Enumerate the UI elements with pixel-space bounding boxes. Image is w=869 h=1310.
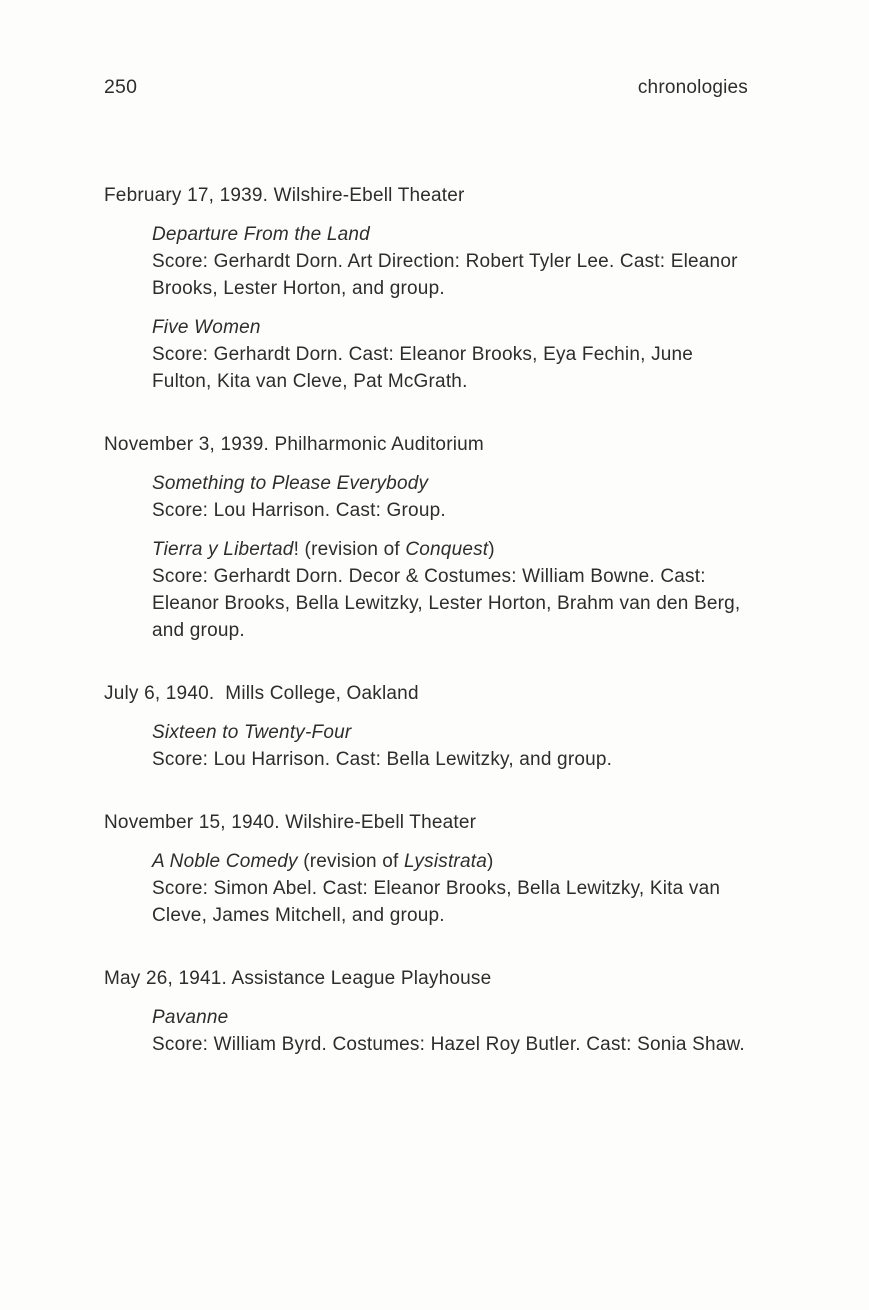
work-title-segment: ) <box>486 851 494 872</box>
work-title-segment: (revision of <box>297 851 404 872</box>
work-title <box>152 536 748 563</box>
work-item <box>152 848 748 929</box>
work-item <box>152 1004 748 1058</box>
entry-date-heading: February 17, 1939. Wilshire-Ebell Theater <box>104 185 465 206</box>
work-details: Score: Simon Abel. Cast: Eleanor Brooks, Bella Lewitzky, Kita van Cleve, James Mitchell, and group. <box>152 878 721 926</box>
entry-date-heading: November 3, 1939. Philharmonic Auditorium <box>104 434 484 455</box>
work-title-segment: A Noble Comedy <box>152 851 298 872</box>
work-item <box>152 470 748 524</box>
entry-date-heading: July 6, 1940. Mills College, Oakland <box>104 683 419 704</box>
work-title-segment: Something to Please Everybody <box>152 473 429 494</box>
work-title-segment: ) <box>488 539 495 560</box>
work-details: Score: William Byrd. Costumes: Hazel Roy Butler. Cast: Sonia Shaw. <box>152 1034 745 1055</box>
entry-date-heading: May 26, 1941. Assistance League Playhouse <box>104 968 492 989</box>
chronology-entry <box>104 680 748 773</box>
work-details: Score: Lou Harrison. Cast: Group. <box>152 500 446 521</box>
work-title <box>152 1004 748 1031</box>
work-title-segment: Sixteen to Twenty-Four <box>152 722 352 743</box>
work-title-segment: Departure From the Land <box>152 224 370 245</box>
entry-date-heading: November 15, 1940. Wilshire-Ebell Theater <box>104 812 477 833</box>
work-details: Score: Gerhardt Dorn. Decor & Costumes: William Bowne. Cast: Eleanor Brooks, Bella Lewitzky, Lester Horton, Brahm van den Berg, and group. <box>152 566 741 641</box>
page-number: 250 <box>104 76 138 98</box>
chronology-entry <box>104 965 748 1058</box>
work-title <box>152 848 748 875</box>
work-details: Score: Gerhardt Dorn. Art Direction: Robert Tyler Lee. Cast: Eleanor Brooks, Lester Horton, and group. <box>152 251 738 299</box>
work-item <box>152 314 748 395</box>
work-title-segment: Lysistrata <box>404 851 487 872</box>
work-title <box>152 719 748 746</box>
work-title-segment: Five Women <box>152 317 261 338</box>
work-title-segment: Conquest <box>405 539 489 560</box>
running-head: chronologies <box>637 77 748 98</box>
work-item <box>152 719 748 773</box>
work-title <box>152 314 748 341</box>
work-title-segment: ! (revision of <box>293 539 406 560</box>
work-details: Score: Lou Harrison. Cast: Bella Lewitzky, and group. <box>152 749 613 770</box>
work-title-segment: Tierra y Libertad <box>152 539 294 560</box>
chronology-entry <box>104 431 748 644</box>
work-item <box>152 536 748 644</box>
chronology-list <box>104 182 748 1058</box>
chronology-entry <box>104 809 748 929</box>
work-title <box>152 221 748 248</box>
chronology-entry <box>104 182 748 395</box>
work-title-segment: Pavanne <box>152 1007 229 1028</box>
work-details: Score: Gerhardt Dorn. Cast: Eleanor Brooks, Eya Fechin, June Fulton, Kita van Cleve, Pat McGrath. <box>152 344 694 392</box>
work-item <box>152 221 748 302</box>
work-title <box>152 470 748 497</box>
page-header <box>104 74 748 101</box>
